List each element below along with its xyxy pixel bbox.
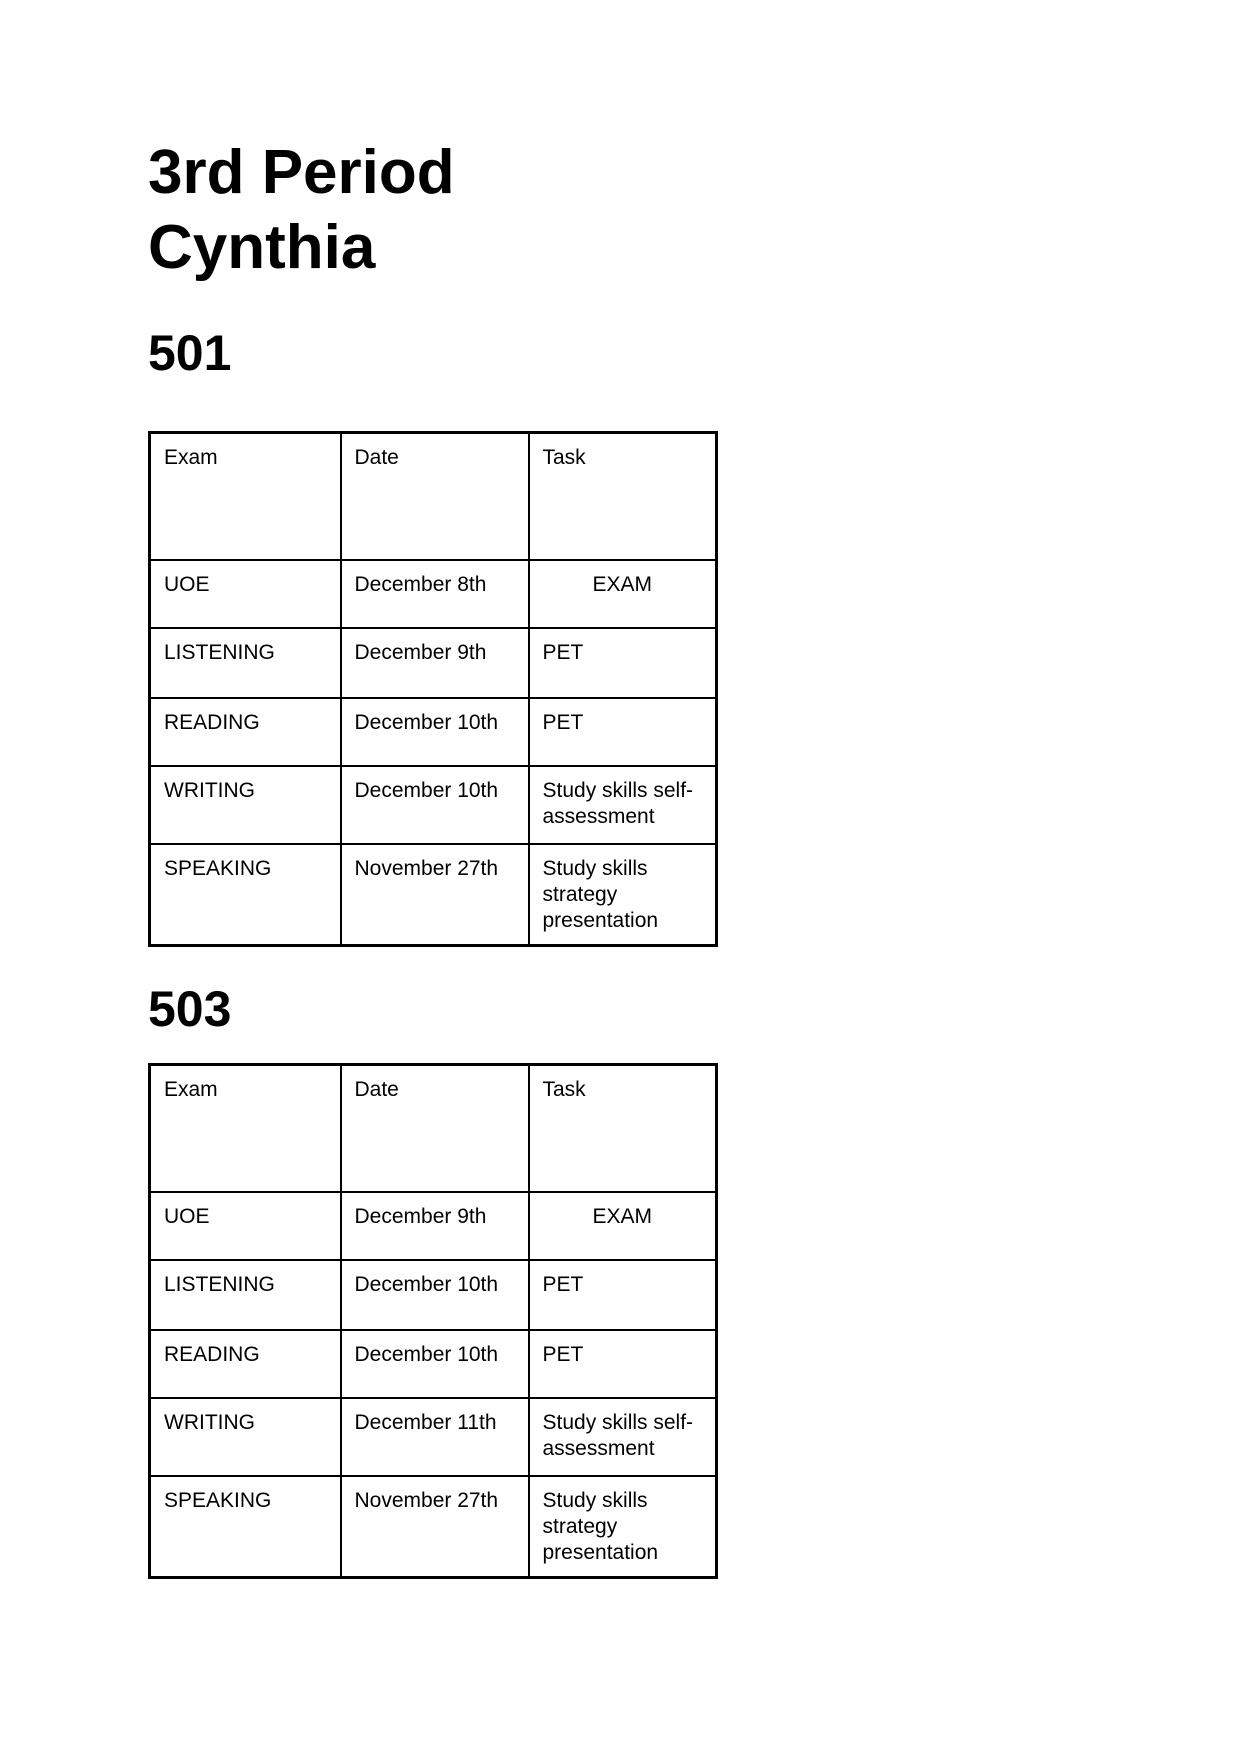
table-row — [150, 1398, 717, 1476]
title-line-2: Cynthia — [148, 213, 376, 282]
exam-cell: READING — [150, 698, 341, 766]
date-cell: December 10th — [341, 698, 529, 766]
table-row — [150, 766, 717, 844]
exam-cell: UOE — [150, 560, 341, 628]
date-cell: December 10th — [341, 1330, 529, 1398]
section-heading-501: 501 — [148, 325, 232, 381]
exam-cell: LISTENING — [150, 1260, 341, 1330]
table-row — [150, 1330, 717, 1398]
task-cell: PET — [529, 1260, 717, 1330]
section-heading-503: 503 — [148, 981, 232, 1037]
task-cell: PET — [529, 628, 717, 698]
task-cell: Study skills strategy presentation — [529, 1476, 717, 1578]
exam-cell: UOE — [150, 1192, 341, 1260]
task-cell: Study skills self-assessment — [529, 1398, 717, 1476]
exam-cell: SPEAKING — [150, 1476, 341, 1578]
exam-table-501 — [148, 431, 718, 947]
table-row — [150, 1476, 717, 1578]
exam-table-503 — [148, 1063, 718, 1579]
document-title — [148, 135, 1161, 285]
header-row — [150, 1065, 717, 1192]
date-cell: December 11th — [341, 1398, 529, 1476]
exam-cell: LISTENING — [150, 628, 341, 698]
date-cell: November 27th — [341, 1476, 529, 1578]
header-row — [150, 433, 717, 560]
date-cell: December 10th — [341, 766, 529, 844]
column-header-exam: Exam — [150, 433, 341, 560]
column-header-task: Task — [529, 433, 717, 560]
table-row — [150, 1260, 717, 1330]
exam-cell: SPEAKING — [150, 844, 341, 946]
task-cell: PET — [529, 698, 717, 766]
column-header-date: Date — [341, 1065, 529, 1192]
date-cell: December 8th — [341, 560, 529, 628]
date-cell: November 27th — [341, 844, 529, 946]
table-row — [150, 698, 717, 766]
task-cell: PET — [529, 1330, 717, 1398]
task-cell: EXAM — [529, 560, 717, 628]
table-row — [150, 560, 717, 628]
exam-cell: WRITING — [150, 766, 341, 844]
table-row — [150, 628, 717, 698]
table-row — [150, 1192, 717, 1260]
task-cell: Study skills self-assessment — [529, 766, 717, 844]
column-header-task: Task — [529, 1065, 717, 1192]
date-cell: December 10th — [341, 1260, 529, 1330]
task-cell: EXAM — [529, 1192, 717, 1260]
title-line-1: 3rd Period — [148, 138, 455, 207]
date-cell: December 9th — [341, 628, 529, 698]
exam-cell: READING — [150, 1330, 341, 1398]
column-header-exam: Exam — [150, 1065, 341, 1192]
column-header-date: Date — [341, 433, 529, 560]
task-cell: Study skills strategy presentation — [529, 844, 717, 946]
table-row — [150, 844, 717, 946]
date-cell: December 9th — [341, 1192, 529, 1260]
exam-cell: WRITING — [150, 1398, 341, 1476]
